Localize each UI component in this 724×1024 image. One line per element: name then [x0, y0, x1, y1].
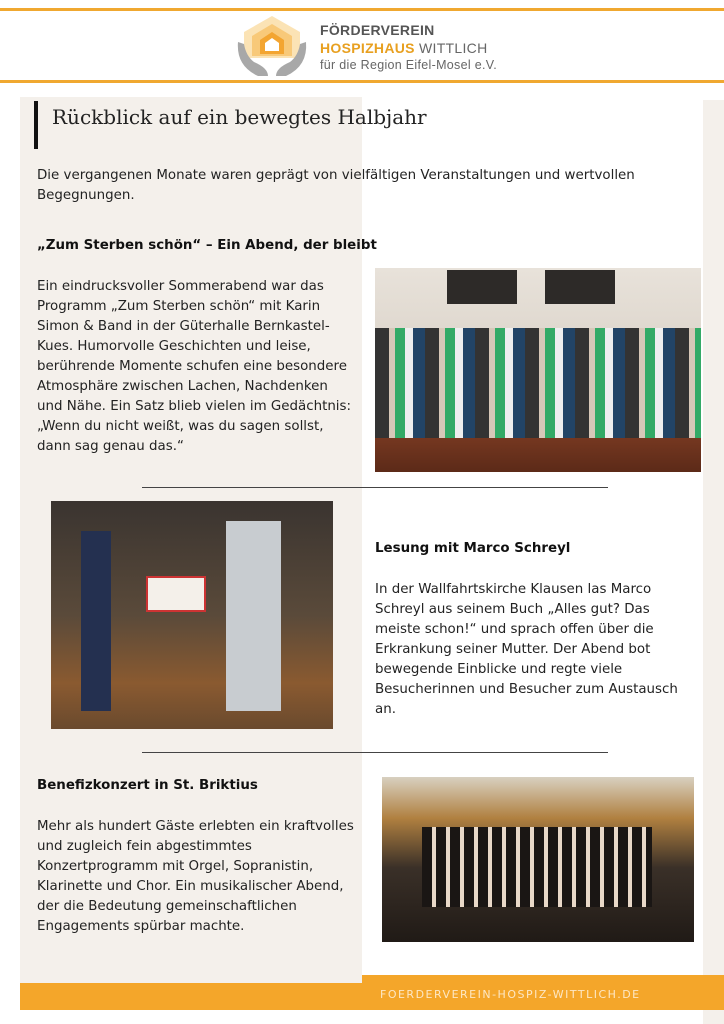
footer-website-link[interactable]: FOERDERVEREIN-HOSPIZ-WITTLICH.DE [380, 988, 641, 1001]
photo-group-event [375, 268, 701, 472]
header-top-line [0, 8, 724, 11]
divider-2 [142, 752, 608, 753]
section-text-2: In der Wallfahrtskirche Klausen las Marco Schreyl aus seinem Buch „Alles gut? Das meiste schon!“ und sprach offen über die Erkrankung seiner Mutter. Der Abend bot bewegende Einblicke und regte viele Besucherinnen und Besucher zum Austausch an. [375, 582, 678, 717]
header-bottom-line [0, 80, 724, 83]
section-heading-3: Benefizkonzert in St. Briktius [37, 778, 258, 793]
logo-hospizhaus: HOSPIZHAUS [320, 40, 415, 56]
logo-house-hands-icon [234, 14, 310, 78]
logo-line2 [320, 40, 488, 56]
logo-line1: FÖRDERVEREIN [320, 22, 435, 38]
title-accent-bar [34, 101, 38, 149]
section-text-3: Mehr als hundert Gäste erlebten ein kraftvolles und zugleich fein abgestimmtes Konzertprogramm mit Orgel, Sopranistin, Klarinette und Chor. Ein musikalischer Abend, der die Bedeutung gemeinschaftlichen Engagements spürbar machte. [37, 819, 354, 934]
section-heading-2: Lesung mit Marco Schreyl [375, 541, 571, 556]
intro-text: Die vergangenen Monate waren geprägt von vielfältigen Veranstaltungen und wertvollen Begegnungen. [37, 168, 635, 203]
right-strip-background [703, 100, 724, 1024]
divider-1 [142, 487, 608, 488]
photo-reading-stage [51, 501, 333, 729]
photo-concert-church [382, 777, 694, 942]
logo-wittlich: WITTLICH [414, 40, 488, 56]
logo-line3: für die Region Eifel-Mosel e.V. [320, 58, 497, 72]
section-heading-1: „Zum Sterben schön“ – Ein Abend, der bleibt [37, 238, 377, 253]
section-text-1: Ein eindrucksvoller Sommerabend war das Programm „Zum Sterben schön“ mit Karin Simon & Band in der Güterhalle Bernkastel-Kues. Humorvolle Geschichten und leise, berührende Momente schufen eine besondere Atmosphäre zwischen Lachen, Nachdenken und Nähe. Ein Satz blieb vielen im Gedächtnis: „Wenn du nicht weißt, was du sagen sollst, dann sag genau das.“ [37, 279, 352, 454]
page-title: Rückblick auf ein bewegtes Halbjahr [52, 105, 427, 129]
